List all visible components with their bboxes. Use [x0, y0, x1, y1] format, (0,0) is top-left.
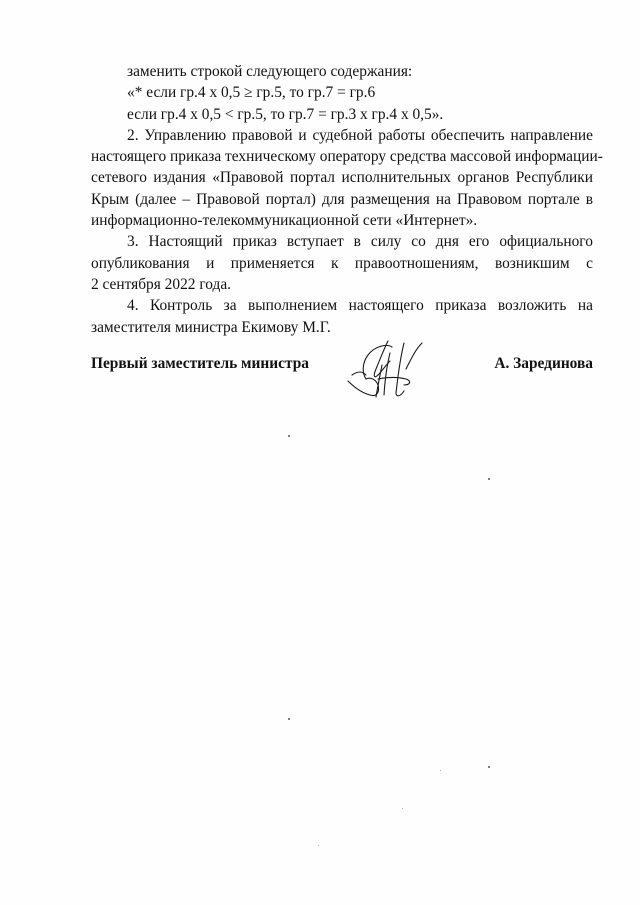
word: на	[577, 297, 593, 315]
word: «Правовой	[212, 169, 284, 187]
word: возложить	[497, 297, 567, 315]
word: 4.	[127, 297, 139, 315]
word: в	[585, 190, 593, 208]
word: –	[182, 190, 191, 208]
signatory-name: А. Зарединова	[494, 355, 593, 372]
word: приказ	[232, 233, 277, 251]
word: Настоящий	[148, 233, 223, 251]
scan-speck	[288, 435, 290, 437]
word: в	[353, 233, 361, 251]
word: силу	[370, 233, 402, 251]
word: его	[468, 233, 490, 251]
word: исполнительных	[341, 169, 451, 187]
word: правоотношениям,	[354, 254, 479, 272]
replacement-intro: заменить строкой следующего содержания:	[127, 63, 413, 80]
item4-line-2: заместителя министра Екимову М.Г.	[91, 318, 331, 336]
item2-line-5: информационно-телекоммуникационной сети «Интернет».	[91, 212, 478, 230]
word: портал)	[265, 190, 316, 208]
word: размещения	[350, 190, 430, 208]
word: обеспечить	[430, 126, 505, 144]
word: опубликования	[91, 254, 190, 272]
item3-line-1	[91, 231, 593, 252]
rule-line-1: «* если гр.4 х 0,5 ≥ гр.5, то гр.7 = гр.6	[127, 84, 376, 102]
word: за	[223, 297, 237, 315]
word: дня	[435, 233, 459, 251]
word: портале	[527, 190, 580, 208]
word: настоящего	[348, 297, 424, 315]
item3-line-2	[91, 253, 593, 274]
scan-speck	[402, 808, 403, 809]
word: направление	[510, 126, 593, 144]
item2-line-1	[91, 125, 593, 146]
item3-line-3: 2 сентября 2022 года.	[91, 275, 232, 293]
word: официального	[499, 233, 593, 251]
word: и	[298, 126, 307, 144]
item2-line-3	[91, 167, 593, 188]
word: к	[330, 254, 339, 272]
word: портал	[290, 169, 335, 187]
word: сетевого	[91, 169, 147, 187]
word: работы	[378, 126, 426, 144]
word: применяется	[230, 254, 315, 272]
word: возникшим	[494, 254, 570, 272]
word: выполнением	[248, 297, 338, 315]
signatory-position: Первый заместитель министра	[91, 355, 309, 372]
scan-speck	[488, 478, 490, 480]
item2-line-2: настоящего приказа техническому оператору средства массовой информации-	[91, 148, 603, 166]
scan-speck	[440, 770, 441, 771]
scan-speck	[318, 845, 319, 846]
word: правовой	[231, 126, 293, 144]
word: Крым	[91, 190, 130, 208]
scan-speck	[488, 766, 490, 768]
word: со	[411, 233, 426, 251]
rule-line-2: если гр.4 х 0,5 < гр.5, то гр.7 = гр.3 х гр.4 х 0,5».	[127, 105, 444, 123]
scan-speck	[288, 718, 290, 720]
word: и	[206, 254, 215, 272]
handwritten-signature	[340, 335, 440, 407]
word: 3.	[127, 233, 139, 251]
word: (далее	[135, 190, 177, 208]
word: Правовом	[456, 190, 522, 208]
word: вступает	[286, 233, 344, 251]
word: Правовой	[196, 190, 260, 208]
item4-line-1	[91, 295, 593, 316]
item2-line-4	[91, 189, 593, 210]
word: Управлению	[144, 126, 227, 144]
word: с	[586, 254, 593, 272]
word: издания	[153, 169, 206, 187]
word: на	[435, 190, 451, 208]
word: судебной	[312, 126, 373, 144]
word: Республики	[515, 169, 593, 187]
document-body	[91, 61, 603, 338]
word: органов	[457, 169, 510, 187]
word: для	[321, 190, 345, 208]
word: Контроль	[149, 297, 213, 315]
word: приказа	[435, 297, 487, 315]
word: 2.	[127, 126, 139, 144]
